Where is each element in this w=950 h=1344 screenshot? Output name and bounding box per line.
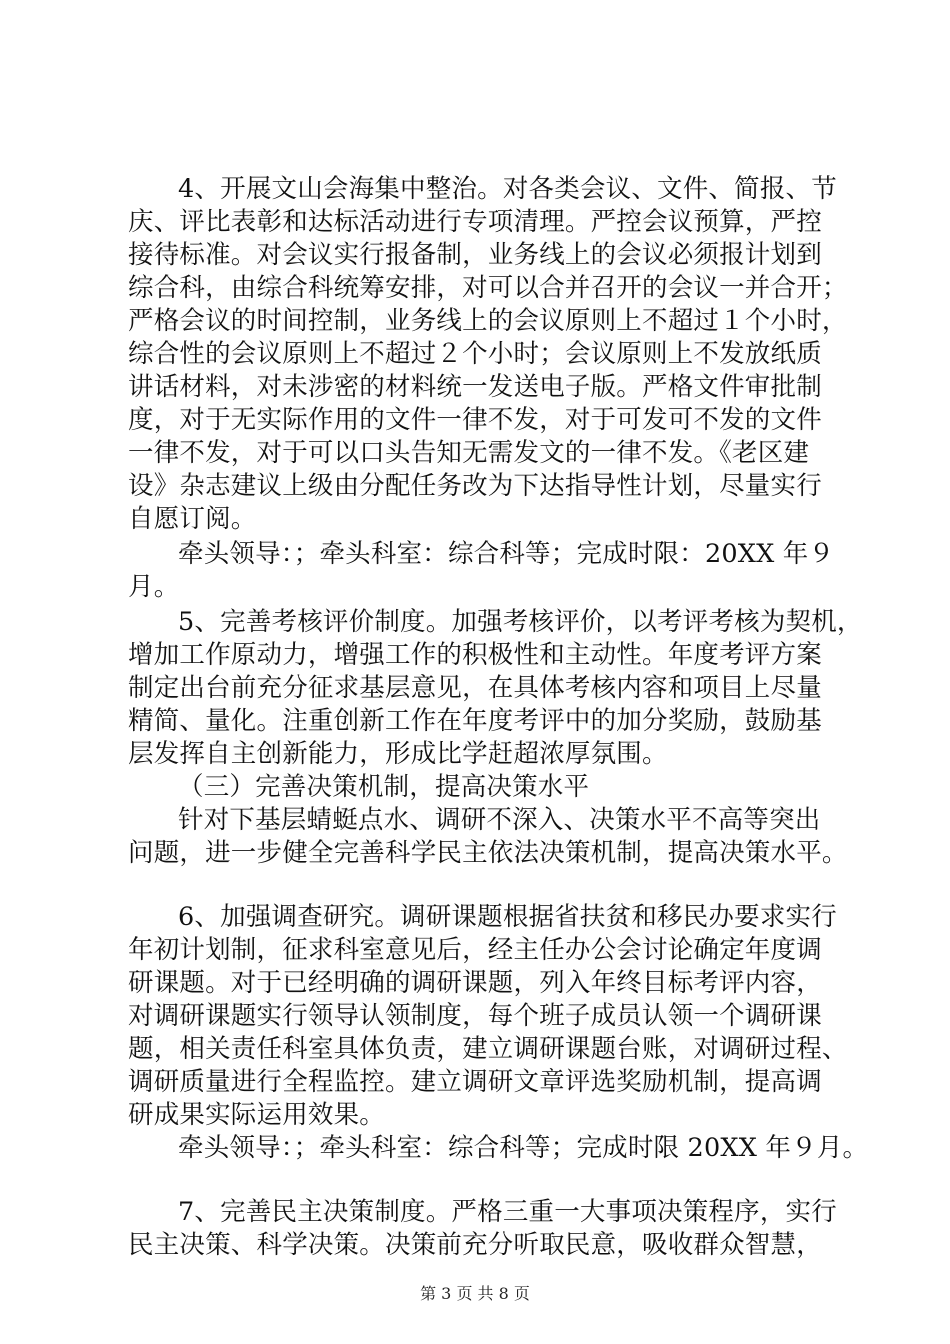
para-4-line-4: 综合科，由综合科统筹安排，对可以合并召开的会议一并合开； — [128, 273, 848, 303]
para-6-line-3: 研课题。对于已经明确的调研课题，列入年终目标考评内容， — [128, 968, 822, 998]
para-5-line-1: 5、完善考核评价制度。加强考核评价，以考评考核为契机， — [178, 607, 863, 637]
para-4-line-1: 4、开展文山会海集中整治。对各类会议、文件、简报、节 — [178, 174, 837, 204]
para-4-line-3: 接待标准。对会议实行报备制，业务线上的会议必须报计划到 — [128, 240, 822, 270]
para-6-line-2: 年初计划制，征求科室意见后，经主任办公会讨论确定年度调 — [128, 935, 822, 965]
para-4-line-8: 度，对于无实际作用的文件一律不发，对于可发可不发的文件 — [128, 405, 822, 435]
para-5-line-2: 增加工作原动力，增强工作的积极性和主动性。年度考评方案 — [128, 640, 822, 670]
para-5-line-5: 层发挥自主创新能力，形成比学赶超浓厚氛围。 — [128, 739, 668, 769]
section-3-intro-line-1: 针对下基层蜻蜓点水、调研不深入、决策水平不高等突出 — [178, 805, 821, 835]
para-5-line-3: 制定出台前充分征求基层意见，在具体考核内容和项目上尽量 — [128, 673, 822, 703]
para-4-line-2: 庆、评比表彰和达标活动进行专项清理。严控会议预算，严控 — [128, 207, 822, 237]
para-4-line-5: 严格会议的时间控制，业务线上的会议原则上不超过１个小时， — [128, 306, 848, 336]
para-4-line-11: 自愿订阅。 — [128, 504, 257, 534]
para-4-line-6: 综合性的会议原则上不超过２个小时；会议原则上不发放纸质 — [128, 339, 822, 369]
lead-info-1-line-1: 牵头领导：；牵头科室：综合科等；完成时限：20XX 年９ — [178, 539, 835, 569]
section-3-intro-line-2: 问题，进一步健全完善科学民主依法决策机制，提高决策水平。 — [128, 838, 848, 868]
para-7-line-2: 民主决策、科学决策。决策前充分听取民意，吸收群众智慧， — [128, 1230, 822, 1260]
page-footer: 第 3 页 共 8 页 — [420, 1284, 530, 1303]
para-4-line-10: 设》杂志建议上级由分配任务改为下达指导性计划，尽量实行 — [128, 471, 822, 501]
para-5-line-4: 精简、量化。注重创新工作在年度考评中的加分奖励，鼓励基 — [128, 706, 822, 736]
section-3-heading: （三）完善决策机制，提高决策水平 — [178, 772, 590, 802]
para-6-line-5: 题，相关责任科室具体负责，建立调研课题台账，对调研过程、 — [128, 1034, 848, 1064]
para-4-line-7: 讲话材料，对未涉密的材料统一发送电子版。严格文件审批制 — [128, 372, 822, 402]
para-4-line-9: 一律不发，对于可以口头告知无需发文的一律不发。《老区建 — [128, 438, 810, 468]
lead-info-1-line-2: 月。 — [128, 572, 180, 602]
lead-info-2: 牵头领导：；牵头科室：综合科等；完成时限 20XX 年９月。 — [178, 1133, 869, 1163]
para-6-line-1: 6、加强调查研究。调研课题根据省扶贫和移民办要求实行 — [178, 902, 837, 932]
para-7-line-1: 7、完善民主决策制度。严格三重一大事项决策程序，实行 — [178, 1197, 837, 1227]
para-6-line-4: 对调研课题实行领导认领制度，每个班子成员认领一个调研课 — [128, 1001, 822, 1031]
para-6-line-7: 研成果实际运用效果。 — [128, 1100, 386, 1130]
para-6-line-6: 调研质量进行全程监控。建立调研文章评选奖励机制，提高调 — [128, 1067, 822, 1097]
